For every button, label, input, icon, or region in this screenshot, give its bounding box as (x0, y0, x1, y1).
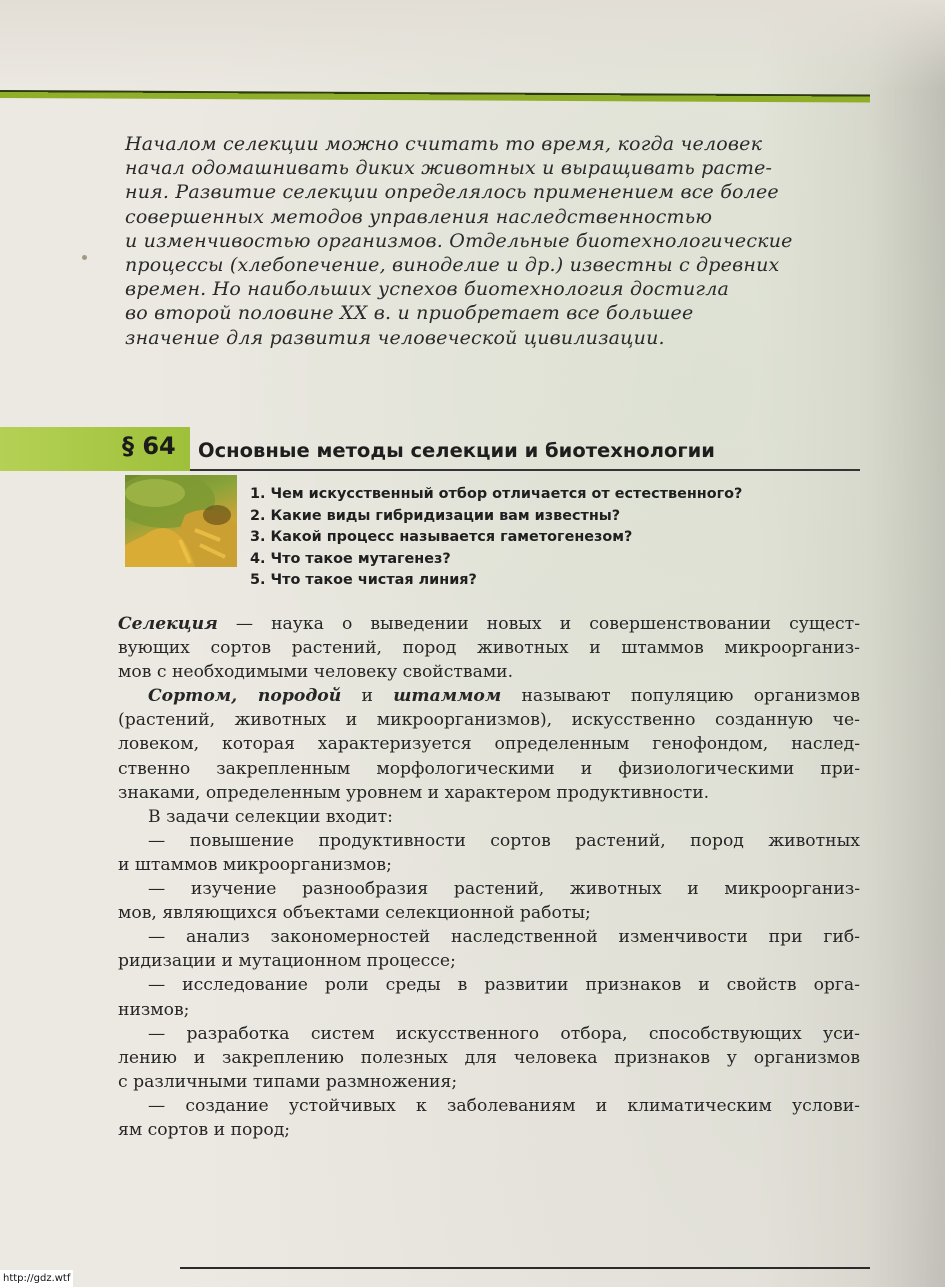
question-item: 4. Что такое мутагенез? (250, 550, 451, 567)
text-line: — разработка систем искусственного отбора, способствующих уси- (148, 1023, 860, 1044)
text-line: вующих сортов растений, пород животных и штаммов микроорганиз- (118, 638, 860, 659)
section-title: Основные методы селекции и биотехнологии (198, 439, 715, 462)
text-line: — повышение продуктивности сортов растений, пород животных (148, 830, 860, 851)
intro-line: процессы (хлебопечение, виноделие и др.) известны с древних (125, 254, 780, 277)
text-line: — изучение разнообразия растений, животных и микроорганиз- (148, 879, 860, 900)
text-line: лению и закреплению полезных для человека признаков у организмов (118, 1047, 860, 1068)
text-line: — создание устойчивых к заболеваниям и климатическим услови- (148, 1095, 860, 1116)
text-line: и штаммов микроорганизмов; (118, 854, 392, 875)
text-line: ловеком, которая характеризуется определенным генофондом, наслед- (118, 734, 860, 755)
intro-line: начал одомашнивать диких животных и выращивать расте- (125, 157, 773, 180)
sunflower-illustration (125, 475, 237, 567)
text-line: мов с необходимыми человеку свойствами. (118, 662, 514, 683)
intro-line: времен. Но наибольших успехов биотехнология достигла (125, 278, 730, 301)
question-item: 2. Какие виды гибридизации вам известны? (250, 507, 621, 524)
question-item: 5. Что такое чистая линия? (250, 572, 477, 588)
question-item: 1. Чем искусственный отбор отличается от естественного? (250, 486, 743, 502)
bottom-rule (180, 1267, 870, 1269)
intro-line: ния. Развитие селекции определялось применением все более (125, 181, 779, 204)
text-fragment: называют популяцию организмов (501, 686, 860, 707)
text-line: низмов; (118, 999, 190, 1020)
text-line: ридизации и мутационном процессе; (118, 951, 456, 972)
text-line: с различными типами размножения; (118, 1071, 458, 1092)
text-line: ственно закрепленным морфологическими и физиологическими при- (118, 758, 860, 779)
intro-line: и изменчивостью организмов. Отдельные биотехнологические (125, 229, 793, 252)
intro-line: значение для развития человеческой цивилизации. (125, 326, 665, 349)
paper-spot (82, 255, 87, 260)
review-questions (250, 484, 742, 592)
text-line: В задачи селекции входит: (148, 806, 393, 827)
text-line: — анализ закономерностей наследственной изменчивости при гиб- (148, 927, 860, 948)
section-underline (190, 469, 860, 471)
text-line (118, 684, 860, 708)
text-fragment: и (341, 686, 394, 707)
term-strain: штаммом (393, 686, 502, 707)
text-fragment: — наука о выведении новых и совершенствовании сущест- (217, 614, 860, 634)
top-green-rule (0, 90, 870, 103)
question-item: 3. Какой процесс называется гаметогенезом? (250, 529, 633, 545)
intro-line: во второй половине XX в. и приобретает все большее (125, 302, 694, 325)
section-header (0, 427, 870, 471)
watermark-link[interactable]: http://gdz.wtf (0, 1270, 73, 1287)
top-shadow (0, 0, 945, 90)
intro-paragraph (125, 132, 860, 350)
sunflower-photo (125, 475, 237, 567)
text-line: — исследование роли среды в развитии признаков и свойств орга- (148, 975, 860, 996)
term-variety-breed: Сортом, породой (148, 686, 342, 707)
section-number: § 64 (122, 432, 176, 460)
text-line: (растений, животных и микроорганизмов), искусственно созданную че- (118, 710, 860, 731)
text-line (118, 612, 860, 636)
text-line: знаками, определенным уровнем и характером продуктивности. (118, 782, 710, 803)
term-selection: Селекция (118, 614, 218, 634)
intro-line: совершенных методов управления наследственностью (125, 205, 713, 228)
main-text (118, 612, 860, 1142)
intro-line: Началом селекции можно считать то время, когда человек (125, 133, 763, 155)
text-line: ям сортов и пород; (118, 1119, 291, 1140)
text-line: мов, являющихся объектами селекционной работы; (118, 903, 591, 924)
